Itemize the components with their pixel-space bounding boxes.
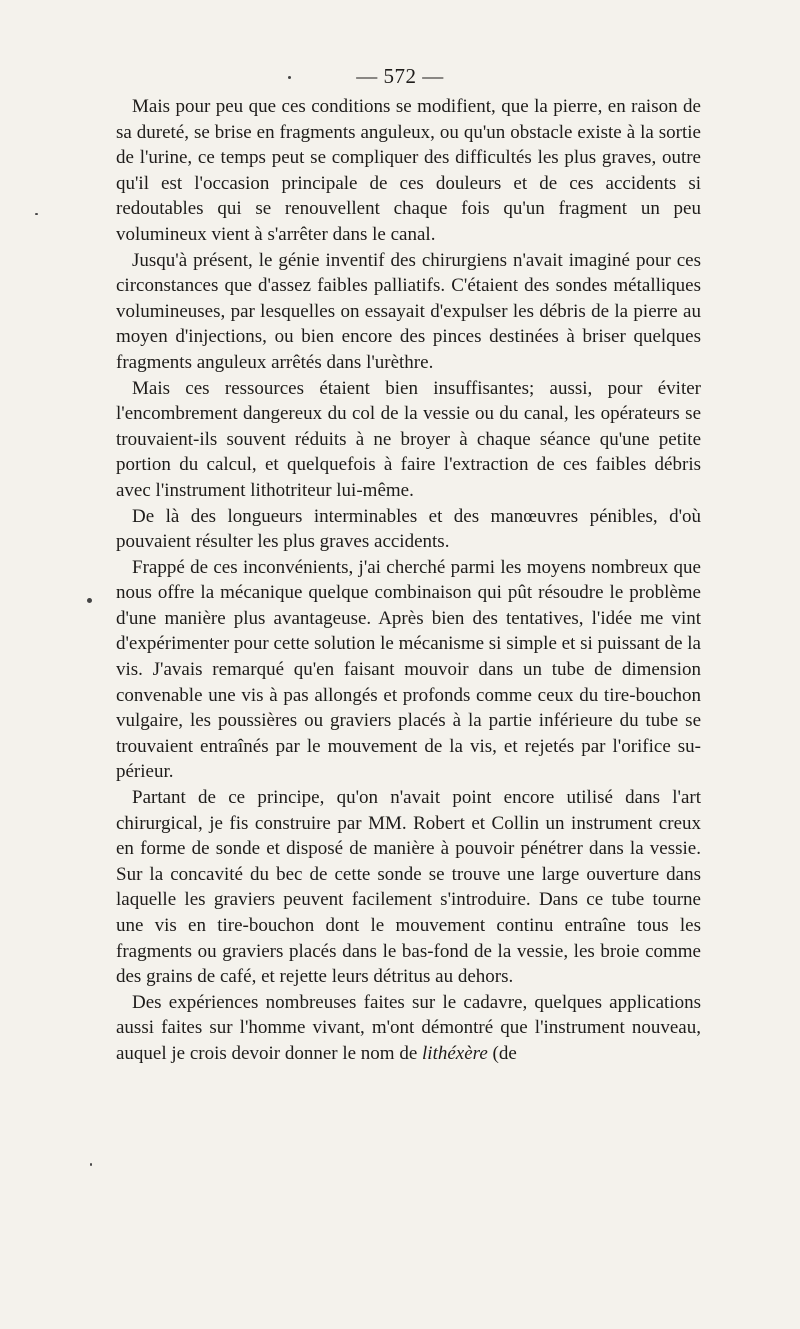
- ink-speck: [35, 213, 38, 215]
- paragraph-5: Frappé de ces inconvénients, j'ai cherché parmi les moyens nombreux que nous offre la mécanique quelque combinaison qui pût résoudre le problème d'une manière plus avantageuse. Après bien des tentatives, l'idée me vint d'expérimenter pour cette solution le mécanisme si simple et si puissant de la vis. J'avais remarqué qu'en faisant mouvoir dans un tube de dimension convenable une vis à pas allongés et profonds comme ceux du tire-bouchon vulgaire, les poussières ou graviers placés à la partie inférieure du tube se trouvaient entraînés par le mouvement de la vis, et rejetés par l'orifice supérieur.: [116, 556, 701, 783]
- body-text: [116, 94, 701, 1067]
- ink-speck: [90, 1163, 92, 1166]
- paragraph-7-text: Des expériences nombreuses faites sur le cadavre, quelques applications aussi faites sur l'homme vivant, m'ont démontré que l'instrument nouveau, auquel je crois devoir donner le nom de: [116, 991, 701, 1064]
- paragraph-1: Mais pour peu que ces conditions se modifient, que la pierre, en raison de sa dureté, se brise en fragments anguleux, ou qu'un obstacle existe à la sortie de l'urine, ce temps peut se compliquer des difficultés les plus graves, outre qu'il est l'occasion principale de ces douleurs et de ces accidents si redoutables qui se renouvellent chaque fois qu'un fragment un peu volumineux vient à s'arrêter dans le canal.: [116, 96, 701, 245]
- ink-speck: [87, 598, 92, 603]
- paragraph-2: Jusqu'à présent, le génie inventif des chirurgiens n'avait imaginé pour ces circonstances que d'assez faibles palliatifs. C'étaient des sondes métalliques volumineuses, par lesquelles on essayait d'expulser les débris de la pierre au moyen d'injections, ou bien encore des pinces destinées à briser quelques fragments anguleux arrêtés dans l'urèthre.: [116, 249, 701, 373]
- paragraph-4: De là des longueurs interminables et des manœuvres pénibles, d'où pouvaient résulter les plus graves accidents.: [116, 505, 701, 553]
- paragraph-7: [116, 990, 701, 1067]
- paragraph-3: Mais ces ressources étaient bien insuffisantes; aussi, pour éviter l'encombrement dangereux du col de la vessie ou du canal, les opérateurs se trouvaient-ils souvent réduits à ne broyer à chaque séance qu'une petite portion du calcul, et quelquefois à faire l'extraction de ces faibles débris avec l'instrument lithotriteur lui-même.: [116, 377, 701, 501]
- paragraph-7-tail: (de: [487, 1042, 517, 1064]
- term-lithexere: lithéxère: [422, 1042, 488, 1064]
- paragraph-6: Partant de ce principe, qu'on n'avait point encore utilisé dans l'art chirurgical, je fis construire par MM. Robert et Collin un instrument creux en forme de sonde et disposé de manière à pouvoir pénétrer dans la vessie. Sur la concavité du bec de cette sonde se trouve une large ouverture dans laquelle les graviers peuvent facilement s'introduire. Dans ce tube tourne une vis en tire-bouchon dont le mouvement continu entraîne tous les fragments ou graviers placés dans le bas-fond de la vessie, les broie comme des grains de café, et rejette leurs détritus au dehors.: [116, 787, 701, 988]
- ink-speck: [288, 76, 291, 79]
- page-number: — 572 —: [356, 64, 444, 88]
